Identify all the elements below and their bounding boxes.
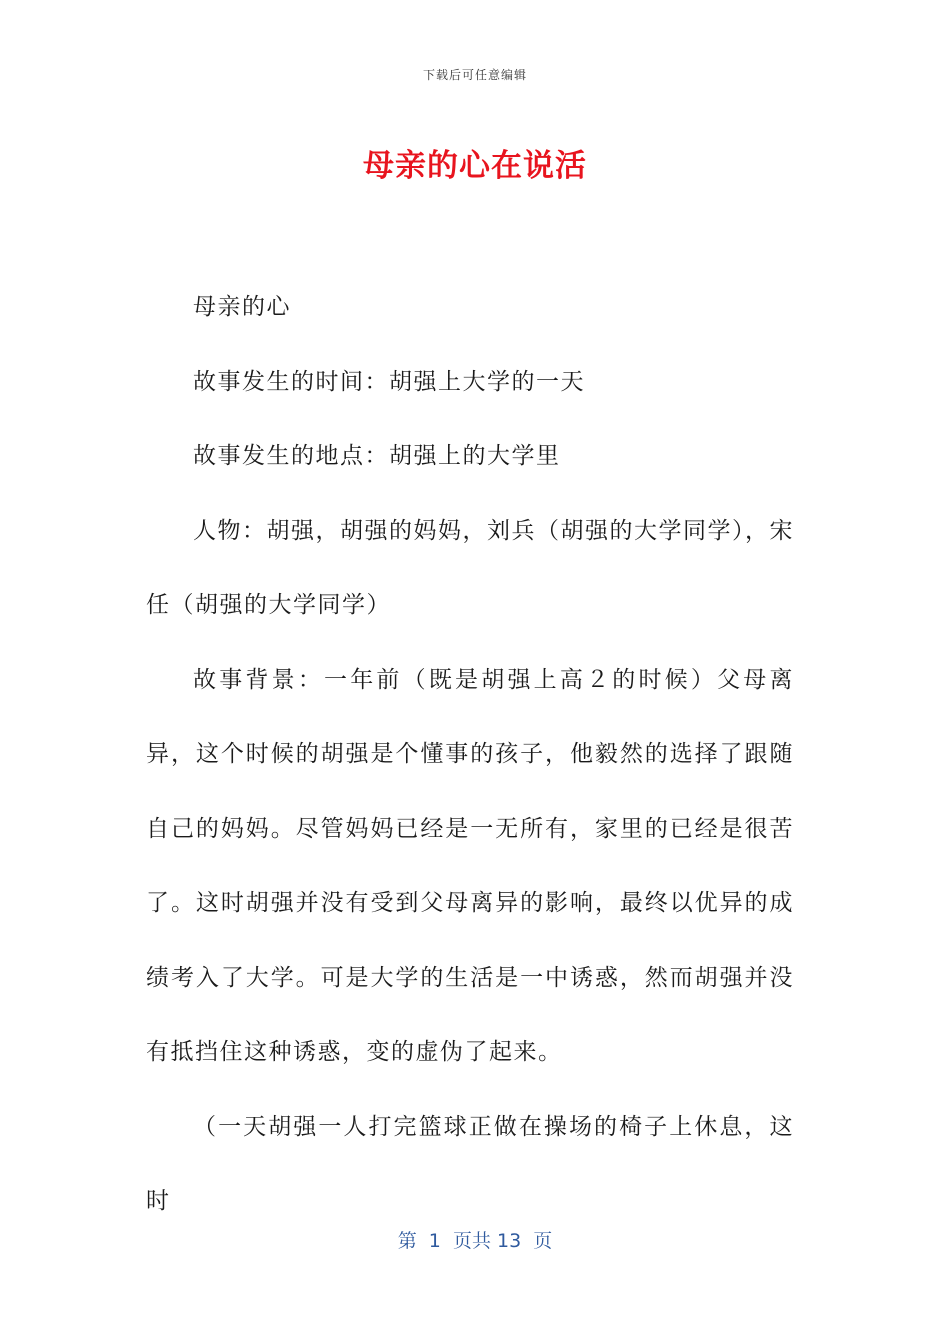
paragraph: 故事背景：一年前（既是胡强上高２的时候）父母离异，这个时候的胡强是个懂事的孩子，他毅然的选择了跟随自己的妈妈。尽管妈妈已经是一无所有，家里的已经是很苦了。这时胡强并没有受到父母离异的影响，最终以优异的成绩考入了大学。可是大学的生活是一中诱惑，然而胡强并没有抵挡住这种诱惑，变的虚伪了起来。 bbox=[146, 666, 794, 1065]
header-note: 下载后可任意编辑 bbox=[422, 68, 527, 82]
paragraph: （一天胡强一人打完篮球正做在操场的椅子上休息，这时 bbox=[146, 1113, 794, 1214]
paragraph: 母亲的心 bbox=[193, 294, 291, 320]
document-body bbox=[146, 270, 794, 1239]
page-number-footer: 第 1 页共 13 页 bbox=[397, 1230, 553, 1252]
document-title: 母亲的心在说活 bbox=[363, 148, 587, 184]
paragraph: 故事发生的时间：胡强上大学的一天 bbox=[193, 368, 585, 395]
paragraph: 故事发生的地点：胡强上的大学里 bbox=[193, 443, 561, 469]
paragraph: 人物：胡强，胡强的妈妈，刘兵（胡强的大学同学），宋任（胡强的大学同学） bbox=[146, 517, 794, 618]
